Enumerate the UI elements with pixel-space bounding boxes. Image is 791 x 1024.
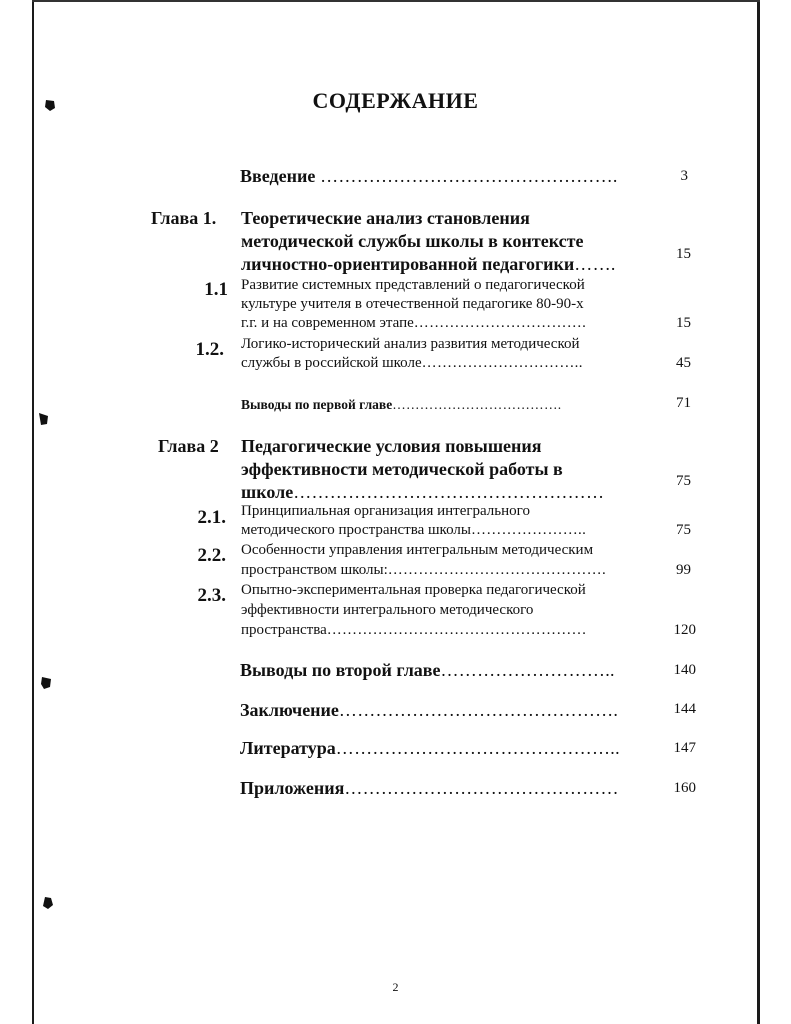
section-1-2-line: Логико-исторический анализ развития методической [241,336,580,352]
toc-leader-dots: ……………………….. [440,660,615,680]
page-number-footer: 2 [392,980,399,994]
section-2-3-number: 2.3. [197,585,226,606]
section-2-3-line: эффективности интегрального методического [241,602,534,618]
scan-edge-right [757,0,760,1024]
chapter-1-conclusion-label: Выводы по первой главе [241,397,393,412]
toc-literature-page: 147 [673,740,696,756]
chapter-1-conclusion [241,397,561,413]
section-1-1-number: 1.1 [204,279,228,300]
punch-hole-mark [38,412,50,426]
chapter-2-conclusion [240,660,615,681]
chapter-2-title-line: эффективности методической работы в [241,459,563,479]
toc-intro-label: Введение [240,166,316,186]
section-2-1-line [241,522,586,539]
section-1-2-text: службы в российской школе [241,355,422,371]
section-1-1-line: Развитие системных представлений о педагогической [241,277,585,293]
section-1-1-page: 15 [676,315,691,331]
section-1-1-line: культуре учителя в отечественной педагогике 80-90-х [241,296,584,312]
chapter-1-label: Глава 1. [151,208,217,228]
section-1-1-text: г.г. и на современном этапе [241,315,414,331]
toc-intro-page: 3 [680,168,688,184]
toc-literature [240,738,620,759]
section-2-1-number: 2.1. [197,507,226,528]
section-2-3-page: 120 [673,622,696,638]
punch-hole-mark [42,896,54,910]
section-2-1-line: Принципиальная организация интегрального [241,503,530,519]
page-title: СОДЕРЖАНИЕ [312,88,479,113]
toc-conclusion-label: Заключение [240,700,339,720]
section-2-3-text: пространства [241,622,327,638]
chapter-2-title-line: Педагогические условия повышения [241,436,542,456]
chapter-1-title-line [241,254,616,275]
section-2-2-number: 2.2. [197,545,226,566]
chapter-1-title-line: Теоретические анализ становления [241,208,530,228]
section-1-1-line [241,315,586,332]
chapter-2-conclusion-label: Выводы по второй главе [240,660,441,680]
toc-leader-dots: …………………………………………… [293,482,605,502]
chapter-1-conclusion-page: 71 [676,395,691,411]
section-2-2-text: пространством школы: [241,562,388,578]
toc-literature-label: Литература [240,738,336,758]
section-1-2-number: 1.2. [195,339,224,360]
toc-appendices [240,778,619,799]
scan-edge-top [32,0,760,2]
toc-leader-dots: …………………………………………. [315,166,618,186]
chapter-2-page: 75 [676,473,691,489]
chapter-2-title-text: школе [241,482,294,502]
chapter-2-conclusion-page: 140 [673,662,696,678]
punch-hole-mark [40,676,52,690]
toc-leader-dots: ……. [574,254,616,274]
section-2-1-text: методического пространства школы [241,522,471,538]
toc-leader-dots: ………………….. [470,522,587,538]
section-2-2-page: 99 [676,562,691,578]
toc-leader-dots: ……………………………………. [387,562,606,578]
toc-intro [240,166,618,187]
toc-leader-dots: ………………………………. [392,397,562,412]
toc-leader-dots: ………………………………………. [338,700,619,720]
section-2-2-line [241,562,606,579]
toc-leader-dots: ……………………………………….. [335,738,620,758]
section-2-3-line: Опытно-экспериментальная проверка педагогической [241,582,586,598]
toc-conclusion-page: 144 [673,701,696,717]
chapter-1-title-text: личностно-ориентированной педагогики [241,254,575,274]
section-1-2-line [241,355,583,372]
section-1-2-page: 45 [676,355,691,371]
chapter-2-title-line [241,482,604,503]
toc-appendices-page: 160 [673,780,696,796]
section-2-2-line: Особенности управления интегральным методическим [241,542,594,558]
toc-conclusion [240,700,618,721]
chapter-2-label: Глава 2 [158,436,219,456]
toc-leader-dots: ……………………………………… [344,778,619,798]
toc-appendices-label: Приложения [240,778,345,798]
scan-edge-left [32,0,34,1024]
section-2-1-page: 75 [676,522,691,538]
toc-leader-dots: ………………………….. [421,355,583,371]
chapter-1-title-line: методической службы школы в контексте [241,231,584,251]
toc-leader-dots: ……………………………. [413,315,587,331]
toc-leader-dots: …………………………………………… [326,622,587,638]
section-2-3-line [241,622,587,639]
chapter-1-page: 15 [676,246,691,262]
